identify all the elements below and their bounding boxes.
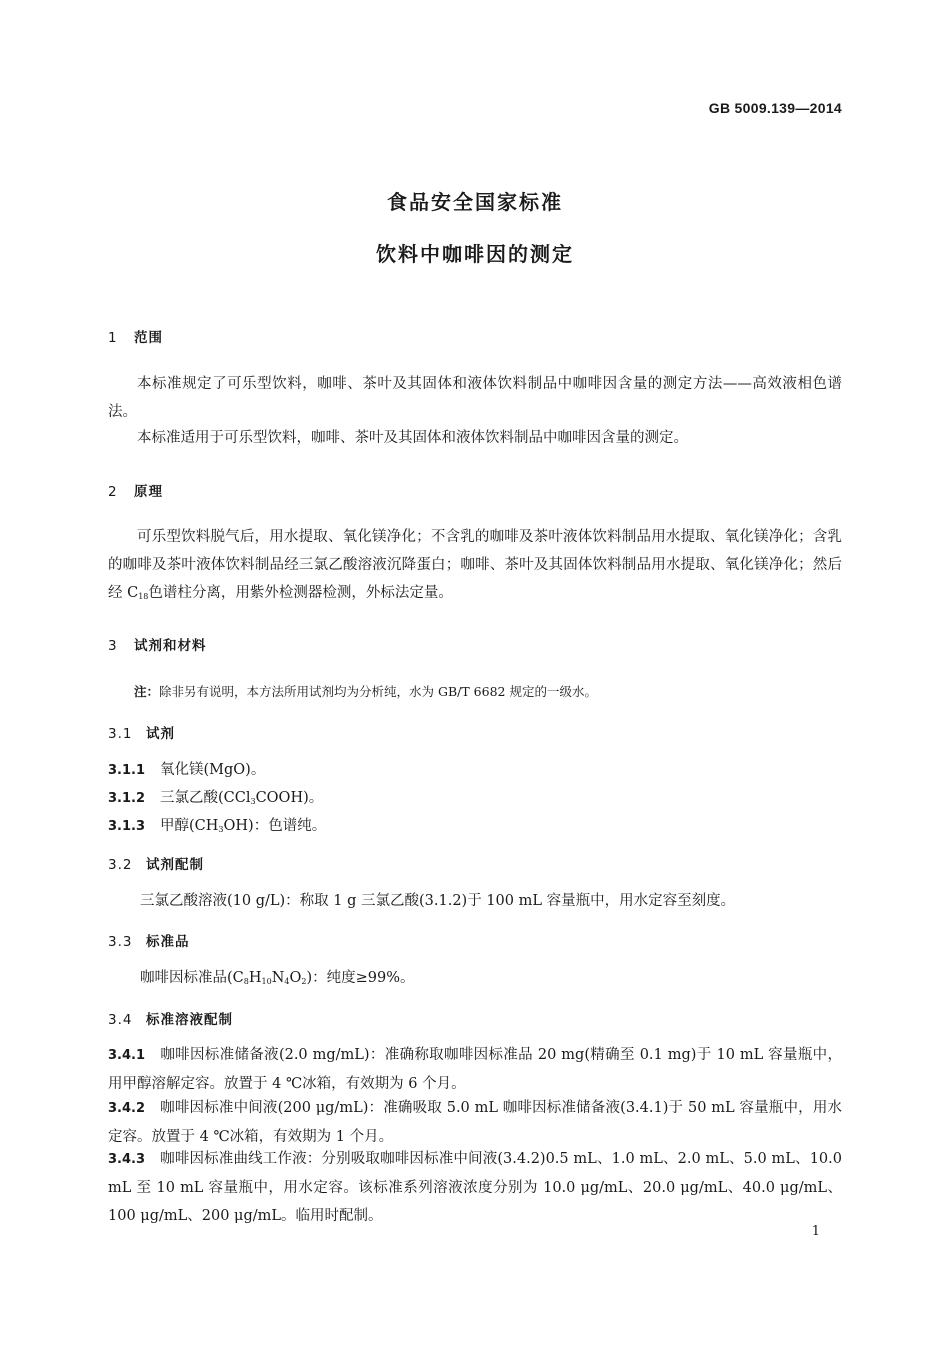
item-number: 3.4.3 bbox=[108, 1152, 146, 1167]
item-number: 3.4.2 bbox=[108, 1101, 146, 1116]
section-2-heading bbox=[108, 480, 163, 500]
section-number: 3.4 bbox=[108, 1012, 133, 1028]
section-title: 试剂 bbox=[146, 726, 175, 742]
section-number: 3.3 bbox=[108, 934, 133, 950]
item-3-1-2 bbox=[108, 786, 323, 807]
text-run: H bbox=[248, 970, 262, 986]
item-text: 咖啡因标准储备液(2.0 mg/mL)：准确称取咖啡因标准品 20 mg(精确至 0.1 mg)于 10 mL 容量瓶中，用甲醇溶解定容。放置于 4 ℃冰箱，有效期为 6 个月。 bbox=[108, 1047, 842, 1092]
page-number: 1 bbox=[811, 1224, 820, 1239]
section-title: 标准溶液配制 bbox=[146, 1012, 233, 1028]
subscript: 10 bbox=[261, 977, 272, 986]
item-3-4-2 bbox=[108, 1094, 842, 1151]
section-3-2-heading bbox=[108, 853, 204, 873]
item-3-1-3 bbox=[108, 814, 326, 835]
subscript: 4 bbox=[284, 977, 290, 986]
section-3-3-text bbox=[140, 966, 415, 987]
standard-code: GB 5009.139—2014 bbox=[708, 100, 842, 116]
text-run: OH)：色谱纯。 bbox=[223, 818, 327, 834]
section-2-paragraph bbox=[108, 523, 842, 611]
text-run: 咖啡因标准品(C bbox=[140, 970, 244, 986]
document-title-line2: 饮料中咖啡因的测定 bbox=[376, 242, 574, 266]
note bbox=[134, 682, 597, 700]
note-text: 除非另有说明，本方法所用试剂均为分析纯，水为 GB/T 6682 规定的一级水。 bbox=[159, 684, 597, 699]
item-3-4-3 bbox=[108, 1145, 842, 1230]
document-title-line1: 食品安全国家标准 bbox=[387, 190, 563, 214]
item-number: 3.1.2 bbox=[108, 791, 146, 806]
section-number: 3.1 bbox=[108, 726, 133, 742]
text-run: COOH)。 bbox=[255, 790, 324, 806]
note-label: 注： bbox=[134, 684, 160, 699]
section-3-heading bbox=[108, 634, 207, 654]
text-run: 可乐型饮料脱气后，用水提取、氧化镁净化；不含乳的咖啡及茶叶液体饮料制品用水提取、氧化镁净化；含乳的咖啡及茶叶液体饮料制品经三氯乙酸溶液沉降蛋白；咖啡、茶叶及其固体饮料制品用水提取、氧化镁净化；然后经 C bbox=[108, 529, 842, 601]
section-title: 范围 bbox=[134, 330, 163, 346]
item-3-1-1 bbox=[108, 758, 265, 779]
section-1-heading bbox=[108, 326, 163, 346]
subscript: 18 bbox=[138, 592, 149, 601]
section-3-1-heading bbox=[108, 722, 175, 742]
text-run: 三氯乙酸(CCl bbox=[160, 790, 251, 806]
item-text: 咖啡因标准中间液(200 μg/mL)：准确吸取 5.0 mL 咖啡因标准储备液(3.4.1)于 50 mL 容量瓶中，用水定容。放置于 4 ℃冰箱，有效期为 1 个月。 bbox=[108, 1100, 842, 1145]
section-number: 3 bbox=[108, 638, 118, 654]
section-number: 1 bbox=[108, 330, 118, 346]
item-text: 咖啡因标准曲线工作液：分别吸取咖啡因标准中间液(3.4.2)0.5 mL、1.0 mL、2.0 mL、5.0 mL、10.0 mL 至 10 mL 容量瓶中，用水定容。该标准系列溶液浓度分别为 10.0 μg/mL、20.0 μg/mL、40.0 μg/mL、100 μg/mL、200 μg/mL。临用时配制。 bbox=[108, 1151, 842, 1224]
text-run: O bbox=[289, 970, 302, 986]
text-run: 色谱柱分离，用紫外检测器检测，外标法定量。 bbox=[148, 585, 453, 601]
section-number: 3.2 bbox=[108, 857, 133, 873]
text-run: )：纯度≥99%。 bbox=[306, 970, 415, 986]
item-number: 3.4.1 bbox=[108, 1048, 146, 1063]
section-3-2-text: 三氯乙酸溶液(10 g/L)：称取 1 g 三氯乙酸(3.1.2)于 100 mL 容量瓶中，用水定容至刻度。 bbox=[140, 893, 736, 909]
subscript: 3 bbox=[218, 825, 224, 834]
section-1-paragraph-2: 本标准适用于可乐型饮料，咖啡、茶叶及其固体和液体饮料制品中咖啡因含量的测定。 bbox=[137, 430, 688, 446]
section-1-paragraph-1: 本标准规定了可乐型饮料，咖啡、茶叶及其固体和液体饮料制品中咖啡因含量的测定方法——高效液相色谱法。 bbox=[108, 376, 842, 420]
subscript: 2 bbox=[301, 977, 307, 986]
subscript: 8 bbox=[243, 977, 249, 986]
section-3-4-heading bbox=[108, 1008, 233, 1028]
section-title: 原理 bbox=[134, 484, 163, 500]
item-text: 氧化镁(MgO)。 bbox=[160, 762, 266, 778]
text-run: 甲醇(CH bbox=[160, 818, 219, 834]
text-run: N bbox=[271, 970, 285, 986]
section-title: 试剂和材料 bbox=[134, 638, 207, 654]
section-title: 标准品 bbox=[146, 934, 190, 950]
item-3-4-1 bbox=[108, 1041, 842, 1098]
section-3-3-heading bbox=[108, 930, 190, 950]
item-number: 3.1.3 bbox=[108, 819, 146, 834]
section-number: 2 bbox=[108, 484, 118, 500]
section-title: 试剂配制 bbox=[146, 857, 204, 873]
subscript: 3 bbox=[250, 797, 256, 806]
item-number: 3.1.1 bbox=[108, 763, 146, 778]
